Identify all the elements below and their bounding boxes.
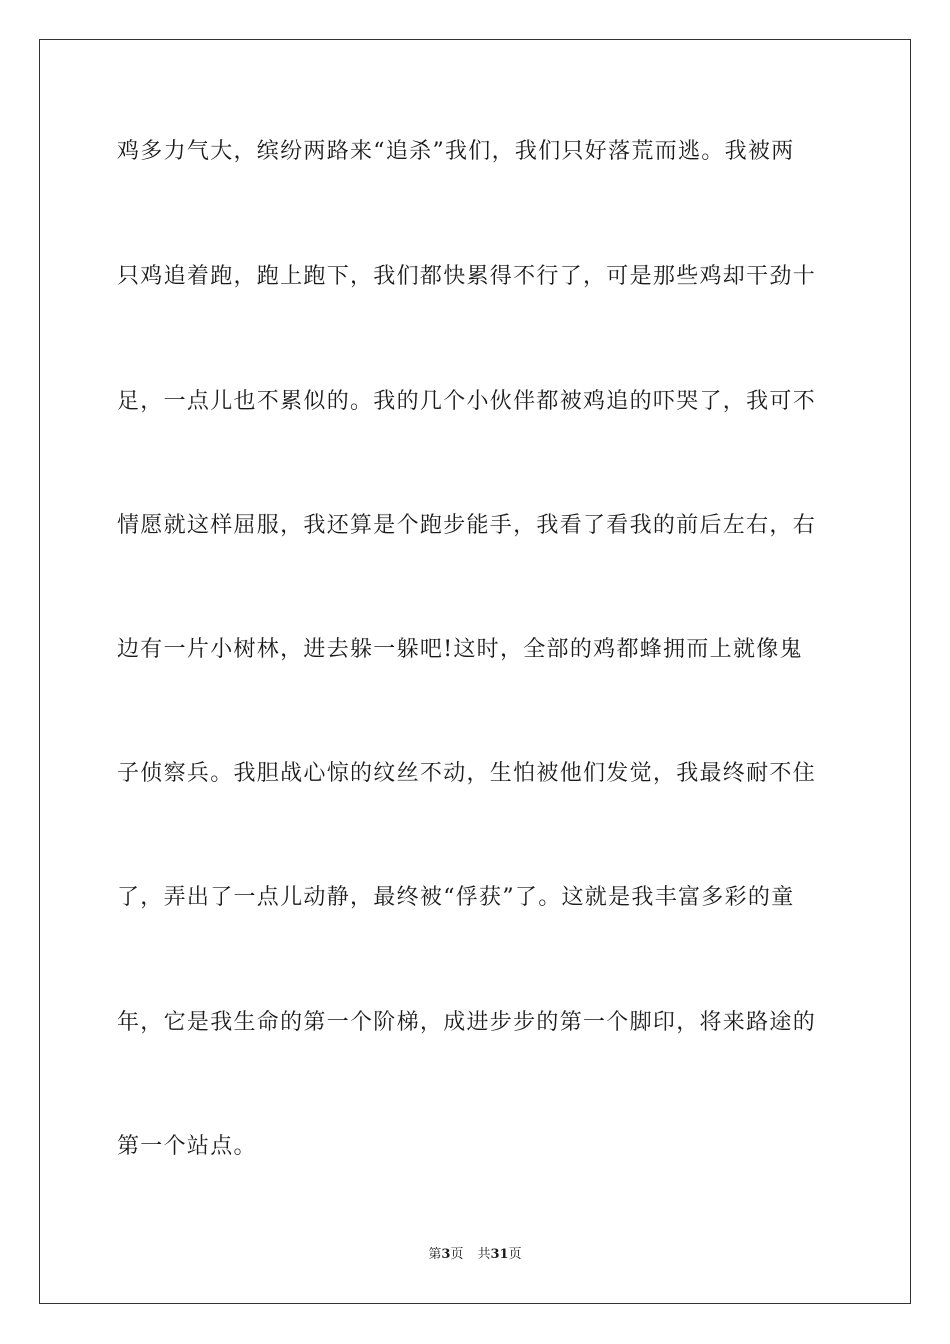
body-line-6: 子侦察兵。我胆战心惊的纹丝不动，生怕被他们发觉，我最终耐不住 <box>117 761 817 786</box>
body-line-9: 第一个站点。 <box>117 1134 257 1159</box>
total-prefix: 共 <box>477 1247 491 1262</box>
page-prefix: 第 <box>428 1247 442 1262</box>
body-line-7: 了，弄出了一点儿动静，最终被“俘获”了。这就是我丰富多彩的童 <box>117 885 795 910</box>
total-suffix: 页 <box>508 1247 522 1262</box>
page-suffix: 页 <box>450 1247 464 1262</box>
body-line-8: 年，它是我生命的第一个阶梯，成进步步的第一个脚印，将来路途的 <box>117 1010 817 1035</box>
body-line-3: 足，一点儿也不累似的。我的几个小伙伴都被鸡追的吓哭了，我可不 <box>117 389 817 414</box>
total-pages: 31 <box>490 1247 509 1262</box>
page-frame <box>39 39 911 1304</box>
body-line-1: 鸡多力气大，缤纷两路来“追杀”我们，我们只好落荒而逃。我被两 <box>117 139 795 164</box>
page-number: 3 <box>441 1247 451 1262</box>
body-line-4: 情愿就这样屈服，我还算是个跑步能手，我看了看我的前后左右，右 <box>117 513 817 538</box>
body-line-5: 边有一片小树林，进去躲一躲吧!这时，全部的鸡都蜂拥而上就像鬼 <box>117 637 803 662</box>
page-footer <box>0 1246 950 1264</box>
body-line-2: 只鸡追着跑，跑上跑下，我们都快累得不行了，可是那些鸡却干劲十 <box>117 264 817 289</box>
